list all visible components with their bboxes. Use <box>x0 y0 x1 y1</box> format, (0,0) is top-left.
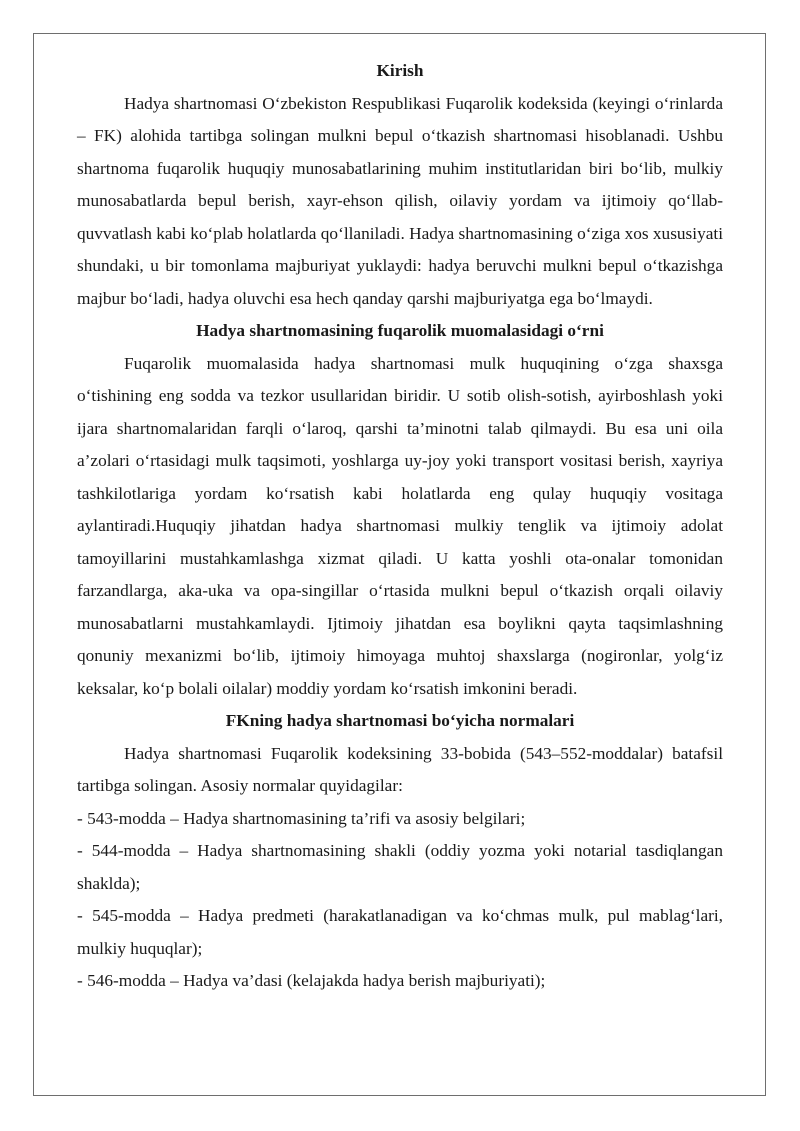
section-heading-role: Hadya shartnomasining fuqarolik muomalasidagi o‘rni <box>196 321 604 340</box>
paragraph-role: Fuqarolik muomalasida hadya shartnomasi mulk huquqining o‘zga shaxsga o‘tishining eng sodda va tezkor usullaridan biridir. U sotib olish-sotish, ayirboshlash yoki ijara shartnomalaridan farqli o‘laroq, qarshi ta’minotni talab qilmaydi. Bu esa uni oila a’zolari o‘rtasidagi mulk taqsimoti, yoshlarga uy-joy yoki transport vositasi berish, xayriya tashkilotlariga yordam ko‘rsatish kabi holatlarda eng qulay huquqiy vositaga aylantiradi.Huquqiy jihatdan hadya shartnomasi mulkiy tenglik va ijtimoiy adolat tamoyillarini mustahkamlashga xizmat qiladi. U katta yoshli ota-onalar tomonidan farzandlarga, aka-uka va opa-singillar o‘rtasida mulkni bepul o‘tkazish orqali oilaviy munosabatlarni mustahkamlaydi. Ijtimoiy jihatdan esa boylikni qayta taqsimlashning qonuniy mexanizmi bo‘lib, ijtimoiy himoyaga muhtoj shaxslarga (nogironlar, yolg‘iz keksalar, ko‘p bolali oilalar) moddiy yordam ko‘rsatish imkonini beradi. <box>77 353 723 698</box>
paragraph-intro: Hadya shartnomasi O‘zbekiston Respublikasi Fuqarolik kodeksida (keyingi o‘rinlarda – FK) alohida tartibga solingan mulkni bepul o‘tkazish shartnomasi hisoblanadi. Ushbu shartnoma fuqarolik huquqiy munosabatlarining muhim institutlaridan biri bo‘lib, mulkiy munosabatlarda bepul berish, xayr-ehson qilish, oilaviy yordam va ijtimoiy qo‘llab-quvvatlash kabi ko‘plab holatlarda qo‘llaniladi. Hadya shartnomasining o‘ziga xos xususiyati shundaki, u bir tomonlama majburiyat yuklaydi: hadya beruvchi mulkni bepul o‘tkazishga majbur bo‘ladi, hadya oluvchi esa hech qanday qarshi majburiyatga ega bo‘lmaydi. <box>77 93 723 308</box>
list-item-article-546: - 546-modda – Hadya va’dasi (kelajakda hadya berish majburiyati); <box>77 971 546 990</box>
paragraph-norms-intro: Hadya shartnomasi Fuqarolik kodeksining 33-bobida (543–552-moddalar) batafsil tartibga solingan. Asosiy normalar quyidagilar: <box>77 743 723 795</box>
section-heading-kirish: Kirish <box>376 61 424 80</box>
document-body <box>77 55 723 998</box>
list-item-article-543: - 543-modda – Hadya shartnomasining ta’rifi va asosiy belgilari; <box>77 808 526 828</box>
list-item-article-545: - 545-modda – Hadya predmeti (harakatlanadigan va ko‘chmas mulk, pul mablag‘lari, mulkiy huquqlar); <box>77 906 723 958</box>
list-item-article-544: - 544-modda – Hadya shartnomasining shakli (oddiy yozma yoki notarial tasdiqlangan shaklda); <box>77 841 723 893</box>
section-heading-norms: FKning hadya shartnomasi bo‘yicha normalari <box>225 711 575 730</box>
